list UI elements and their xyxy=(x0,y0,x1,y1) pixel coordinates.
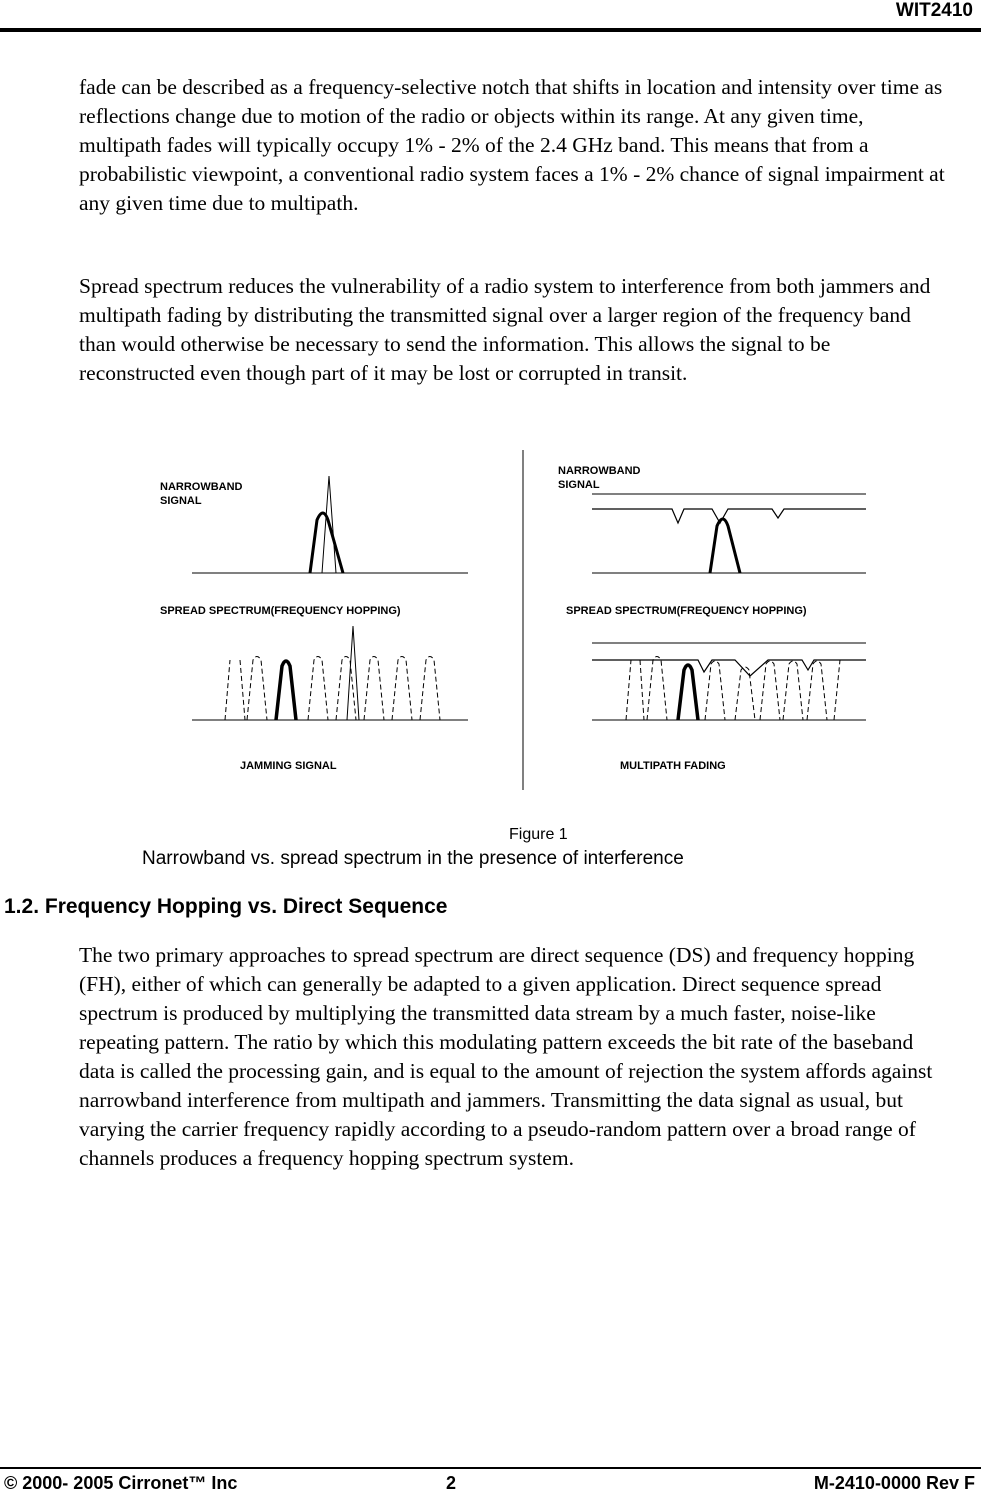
left-narrowband-peak xyxy=(310,513,343,573)
section-heading: 1.2. Frequency Hopping vs. Direct Sequence xyxy=(4,895,448,918)
right-fade-envelope-bottom xyxy=(592,660,866,676)
body-paragraph-2: Spread spectrum reduces the vulnerability of a radio system to interference from both jammers and multipath fading by distributing the transmitted signal over a larger region of the frequency band than would otherwise be necessary to send the information. This allows the signal to be reconstructed even though part of it may be lost or corrupted in transit. xyxy=(79,274,931,385)
document-header-title: WIT2410 xyxy=(895,0,973,21)
footer-page-number: 2 xyxy=(446,1473,457,1493)
body-paragraph-1: fade can be described as a frequency-selective notch that shifts in location and intensity over time as reflections change due to motion of the radio or objects within its range. At any given time, multipath fades will typically occupy 1% - 2% of the 2.4 GHz band. This means that from a probabilistic viewpoint, a conventional radio system faces a 1% - 2% chance of signal impairment at any given time due to multipath. xyxy=(79,75,945,215)
left-narrowband-label-1: NARROWBAND xyxy=(160,481,243,493)
right-spread-label: SPREAD SPECTRUM(FREQUENCY HOPPING) xyxy=(566,605,807,617)
left-jammer-spike-bottom xyxy=(347,626,359,720)
header-rule xyxy=(0,28,981,32)
figure-caption: Narrowband vs. spread spectrum in the presence of interference xyxy=(142,848,684,869)
right-active-hop xyxy=(678,665,698,720)
jamming-signal-label: JAMMING SIGNAL xyxy=(240,760,337,772)
right-narrowband-peak xyxy=(710,519,740,573)
footer-doc-number: M-2410-0000 Rev F xyxy=(813,1473,975,1493)
multipath-fading-label: MULTIPATH FADING xyxy=(620,760,726,772)
section-paragraph: The two primary approaches to spread spectrum are direct sequence (DS) and frequency hopping (FH), either of which can generally be adapted to a given application. Direct sequence spread spectrum is produced by multiplying the transmitted data stream by a much faster, noise-like repeating pattern. The ratio by which this modulating pattern exceeds the bit rate of the baseband data is called the processing gain, and is equal to the amount of rejection the system affords against narrowband interference from multipath and jammers. Transmitting the data signal as usual, but varying the carrier frequency rapidly according to a pseudo-random pattern over a broad range of channels produces a frequency hopping spectrum system. xyxy=(79,943,933,1170)
figure-number: Figure 1 xyxy=(509,826,568,843)
right-hop-channels xyxy=(626,657,840,721)
left-active-hop xyxy=(276,661,296,720)
interference-figure xyxy=(150,448,880,793)
right-fade-envelope-top xyxy=(592,509,866,523)
left-spread-label: SPREAD SPECTRUM(FREQUENCY HOPPING) xyxy=(160,605,401,617)
left-hop-channels xyxy=(225,657,440,721)
footer-rule xyxy=(0,1467,981,1469)
left-narrowband-label-2: SIGNAL xyxy=(160,495,202,507)
right-narrowband-label-2: SIGNAL xyxy=(558,479,600,491)
right-narrowband-label-1: NARROWBAND xyxy=(558,465,641,477)
footer-copyright: © 2000- 2005 Cirronet™ Inc xyxy=(4,1473,238,1493)
